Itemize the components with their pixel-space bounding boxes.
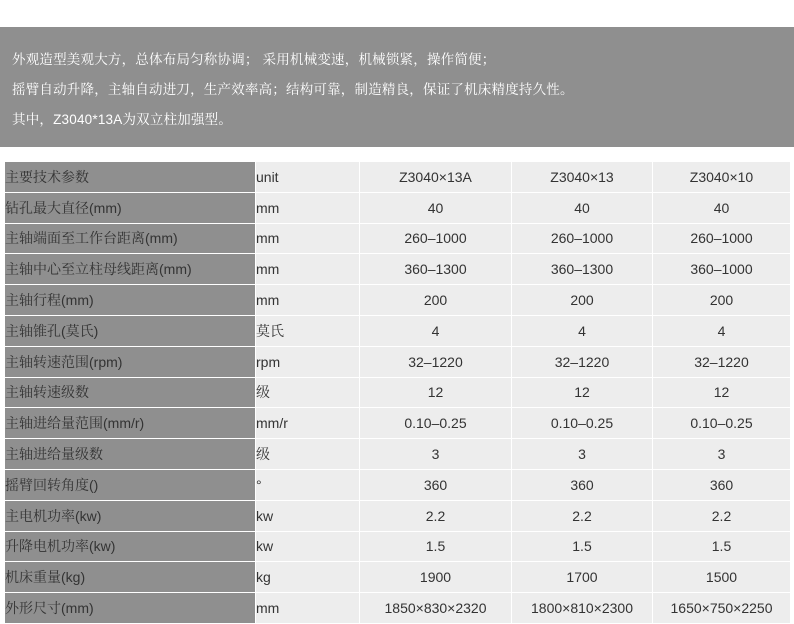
row-label: 主轴进给量范围(mm/r) [5,408,256,439]
spec-table [4,161,791,624]
header-model-a: Z3040×13A [360,162,512,193]
header-param: 主要技术参数 [5,162,256,193]
row-value: 12 [360,377,512,408]
row-unit: 级 [256,439,360,470]
row-label: 主轴转速范围(rpm) [5,346,256,377]
row-value: 40 [360,192,512,223]
table-row [5,254,791,285]
row-label: 主轴转速级数 [5,377,256,408]
row-value: 1500 [653,562,791,593]
row-value: 3 [360,439,512,470]
row-unit: mm [256,192,360,223]
row-value: 260–1000 [653,223,791,254]
header-unit: unit [256,162,360,193]
table-row [5,593,791,624]
row-unit: mm [256,254,360,285]
row-value: 360 [512,469,653,500]
row-value: 4 [653,315,791,346]
row-unit: mm [256,223,360,254]
row-value: 40 [653,192,791,223]
row-label: 升降电机功率(kw) [5,531,256,562]
row-unit: ° [256,469,360,500]
intro-line-2: 摇臂自动升降，主轴自动进刀，生产效率高；结构可靠，制造精良，保证了机床精度持久性。 [12,82,574,97]
row-value: 1700 [512,562,653,593]
table-row [5,531,791,562]
row-value: 360–1300 [360,254,512,285]
row-unit: kw [256,531,360,562]
table-row [5,562,791,593]
row-value: 1800×810×2300 [512,593,653,624]
row-value: 32–1220 [512,346,653,377]
row-value: 360 [653,469,791,500]
row-value: 32–1220 [653,346,791,377]
header-model-b: Z3040×13 [512,162,653,193]
row-value: 1.5 [360,531,512,562]
row-value: 1850×830×2320 [360,593,512,624]
row-value: 12 [512,377,653,408]
row-value: 4 [512,315,653,346]
table-row [5,469,791,500]
header-model-c: Z3040×10 [653,162,791,193]
row-value: 2.2 [653,500,791,531]
row-unit: 级 [256,377,360,408]
table-row [5,285,791,316]
row-label: 钻孔最大直径(mm) [5,192,256,223]
row-value: 2.2 [512,500,653,531]
row-value: 360 [360,469,512,500]
intro-line-3: 其中，Z3040*13A为双立柱加强型。 [12,112,233,127]
row-label: 主轴中心至立柱母线距离(mm) [5,254,256,285]
row-label: 主电机功率(kw) [5,500,256,531]
table-row [5,315,791,346]
row-value: 32–1220 [360,346,512,377]
row-value: 12 [653,377,791,408]
intro-banner [0,27,794,147]
table-row [5,192,791,223]
row-value: 4 [360,315,512,346]
table-row [5,500,791,531]
row-unit: kw [256,500,360,531]
intro-line-1: 外观造型美观大方，总体布局匀称协调； 采用机械变速，机械锁紧，操作简便； [12,52,496,67]
row-label: 主轴进给量级数 [5,439,256,470]
table-row [5,346,791,377]
table-row [5,223,791,254]
table-row [5,377,791,408]
row-label: 外形尺寸(mm) [5,593,256,624]
row-value: 0.10–0.25 [653,408,791,439]
row-unit: mm/r [256,408,360,439]
row-value: 200 [653,285,791,316]
row-unit: mm [256,285,360,316]
row-value: 0.10–0.25 [512,408,653,439]
row-value: 200 [512,285,653,316]
row-unit: mm [256,593,360,624]
row-value: 1900 [360,562,512,593]
row-label: 主轴锥孔(莫氏) [5,315,256,346]
row-value: 1650×750×2250 [653,593,791,624]
row-value: 40 [512,192,653,223]
row-value: 200 [360,285,512,316]
table-row [5,408,791,439]
row-value: 260–1000 [512,223,653,254]
row-value: 360–1000 [653,254,791,285]
table-row [5,439,791,470]
row-value: 3 [512,439,653,470]
row-label: 摇臂回转角度() [5,469,256,500]
row-label: 主轴端面至工作台距离(mm) [5,223,256,254]
row-value: 1.5 [653,531,791,562]
row-label: 机床重量(kg) [5,562,256,593]
row-value: 2.2 [360,500,512,531]
row-value: 360–1300 [512,254,653,285]
table-header-row [5,162,791,193]
row-unit: 莫氏 [256,315,360,346]
row-value: 3 [653,439,791,470]
row-unit: rpm [256,346,360,377]
row-value: 1.5 [512,531,653,562]
row-unit: kg [256,562,360,593]
row-value: 0.10–0.25 [360,408,512,439]
row-label: 主轴行程(mm) [5,285,256,316]
row-value: 260–1000 [360,223,512,254]
